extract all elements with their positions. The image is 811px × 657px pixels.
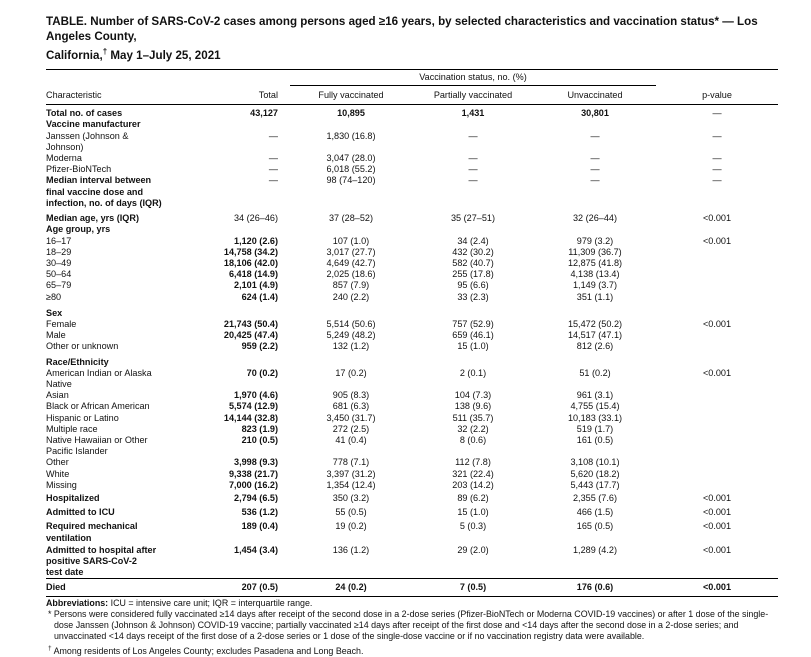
p-value-cell: —	[712, 164, 722, 175]
table-row-died	[46, 579, 778, 595]
col-total: Total	[168, 86, 290, 105]
table-row-median-interval	[46, 175, 778, 209]
p-value-cell: <0.001	[702, 213, 732, 224]
title-line-2	[46, 44, 793, 63]
row-label: 30–49	[46, 257, 72, 268]
fully-vaccinated-cell: 905 (8.3)	[332, 390, 370, 401]
p-value-cell	[656, 258, 778, 269]
table-row-white	[46, 469, 778, 480]
unvaccinated-cell: 51 (0.2)	[579, 367, 611, 378]
total-cell: 1,454 (3.4)	[234, 544, 278, 555]
table-row-female	[46, 319, 778, 330]
table-row-hospitalized	[46, 491, 778, 504]
unvaccinated-cell: 14,517 (47.1)	[567, 330, 623, 341]
total-cell: —	[268, 175, 278, 186]
row-label: ≥80	[46, 291, 62, 302]
p-value-cell	[656, 330, 778, 341]
abbreviations-text: ICU = intensive care unit; IQR = interquartile range.	[108, 597, 313, 608]
group-label: Sex	[46, 307, 63, 318]
unvaccinated-cell: 5,443 (17.7)	[570, 479, 620, 490]
row-label: Other	[46, 457, 69, 468]
row-label: 16–17	[46, 235, 72, 246]
row-label: 50–64	[46, 269, 72, 280]
table-row-other-race	[46, 457, 778, 468]
row-label: Black or African American	[46, 401, 150, 412]
fully-vaccinated-cell: 4,649 (42.7)	[326, 257, 376, 268]
table-row-black	[46, 401, 778, 412]
fully-vaccinated-cell: 272 (2.5)	[332, 423, 370, 434]
total-cell: 70 (0.2)	[246, 367, 278, 378]
total-cell: 210 (0.5)	[241, 434, 278, 445]
fully-vaccinated-cell: 10,895	[337, 108, 365, 119]
p-value-cell: <0.001	[702, 318, 732, 329]
unvaccinated-cell: 519 (1.7)	[576, 423, 614, 434]
p-value-cell	[656, 435, 778, 457]
group-label: Vaccine manufacturer	[46, 119, 141, 130]
total-cell: 207 (0.5)	[241, 582, 278, 593]
table-row-age-30-49	[46, 258, 778, 269]
p-value-cell	[656, 269, 778, 280]
p-value-cell: <0.001	[702, 235, 732, 246]
table-row-total-cases	[46, 105, 778, 120]
table-row-ventilation	[46, 518, 778, 543]
row-label-line-2: infection, no. of days (IQR)	[46, 197, 162, 208]
p-value-cell	[656, 413, 778, 424]
fully-vaccinated-cell: 37 (28–52)	[329, 213, 373, 224]
row-label: Hospitalized	[46, 492, 100, 503]
fully-vaccinated-cell: 2,025 (18.6)	[326, 269, 376, 280]
table-row-admitted-after	[46, 544, 778, 579]
unvaccinated-cell: 165 (0.5)	[576, 521, 614, 532]
total-cell: 20,425 (47.4)	[223, 330, 278, 341]
title-line-1: TABLE. Number of SARS-CoV-2 cases among persons aged ≥16 years, by selected characteristics and vaccination status* — Los Angeles County,	[46, 15, 758, 43]
row-label: Asian	[46, 390, 69, 401]
partially-vaccinated-cell: 33 (2.3)	[457, 291, 489, 302]
partially-vaccinated-cell: 138 (9.6)	[454, 401, 492, 412]
partially-vaccinated-cell: —	[468, 153, 478, 164]
fully-vaccinated-cell: 350 (3.2)	[332, 492, 370, 503]
unvaccinated-cell: 10,183 (33.1)	[567, 412, 623, 423]
total-cell: 536 (1.2)	[241, 507, 278, 518]
table-row-icu	[46, 504, 778, 518]
dagger-mark: †	[48, 644, 52, 652]
p-value-cell: <0.001	[702, 507, 732, 518]
p-value-cell	[656, 341, 778, 352]
fully-vaccinated-cell: 41 (0.4)	[335, 434, 367, 445]
group-label: Race/Ethnicity	[46, 356, 109, 367]
total-cell: 7,000 (16.2)	[228, 479, 278, 490]
unvaccinated-cell: 961 (3.1)	[576, 390, 614, 401]
total-cell: 5,574 (12.9)	[228, 401, 278, 412]
row-label: Moderna	[46, 153, 82, 164]
fully-vaccinated-cell: 136 (1.2)	[332, 544, 370, 555]
row-label: Male	[46, 330, 66, 341]
p-value-cell	[656, 457, 778, 468]
partially-vaccinated-cell: —	[468, 175, 478, 186]
partially-vaccinated-cell: 203 (14.2)	[452, 479, 494, 490]
fully-vaccinated-cell: 98 (74–120)	[326, 175, 376, 186]
asterisk-text: Persons were considered fully vaccinated ≥14 days after receipt of the second dose in a 2-dose series (Pfizer-BioNTech or Moderna COVID-19 vaccines) or after 1 dose of the single-dose Janssen (Johnson & Johnson) COVID-19 vaccine; partially vaccinated ≥14 days after receipt of the first dose and <14 days after the second dose in a 2-dose series; and unvaccinated <14 days receipt of the first dose of a 2-dose series or 1 dose of the single-dose vaccine or if no vaccination registry data were available.	[51, 608, 769, 642]
unvaccinated-cell: 4,755 (15.4)	[570, 401, 620, 412]
partially-vaccinated-cell: 7 (0.5)	[459, 582, 487, 593]
row-label: Died	[46, 582, 66, 593]
partially-vaccinated-cell: 321 (22.4)	[452, 468, 494, 479]
row-label: White	[46, 468, 70, 479]
fully-vaccinated-cell: 240 (2.2)	[332, 291, 370, 302]
total-cell: —	[268, 130, 278, 141]
p-value-cell	[656, 424, 778, 435]
row-label: Female	[46, 318, 77, 329]
unvaccinated-cell: 1,289 (4.2)	[573, 544, 617, 555]
row-label: Pfizer-BioNTech	[46, 164, 112, 175]
table-row-multiple	[46, 424, 778, 435]
unvaccinated-cell: 3,108 (10.1)	[570, 457, 620, 468]
unvaccinated-cell: 11,309 (36.7)	[568, 246, 622, 257]
partially-vaccinated-cell: —	[468, 164, 478, 175]
total-cell: —	[268, 164, 278, 175]
p-value-cell	[656, 247, 778, 258]
partially-vaccinated-cell: 112 (7.8)	[455, 457, 491, 468]
partially-vaccinated-cell: 757 (52.9)	[452, 318, 494, 329]
table-row-other-sex	[46, 341, 778, 352]
fully-vaccinated-cell: 132 (1.2)	[332, 341, 370, 352]
row-label: Total no. of cases	[46, 108, 123, 119]
unvaccinated-cell: 2,355 (7.6)	[573, 492, 617, 503]
row-label: Multiple race	[46, 423, 98, 434]
partially-vaccinated-cell: 659 (46.1)	[452, 330, 494, 341]
col-fully-vaccinated: Fully vaccinated	[290, 86, 412, 105]
asterisk-mark: *	[48, 608, 52, 619]
unvaccinated-cell: 15,472 (50.2)	[567, 318, 623, 329]
total-cell: 624 (1.4)	[241, 291, 278, 302]
fully-vaccinated-cell: 857 (7.9)	[332, 280, 370, 291]
row-label: Other or unknown	[46, 341, 119, 352]
unvaccinated-cell: 979 (3.2)	[576, 235, 614, 246]
col-unvaccinated: Unvaccinated	[534, 86, 656, 105]
abbreviations-label: Abbreviations:	[46, 597, 109, 608]
unvaccinated-cell: 1,149 (3.7)	[573, 280, 617, 291]
col-partially-vaccinated: Partially vaccinated	[412, 86, 534, 105]
unvaccinated-cell: 466 (1.5)	[576, 507, 614, 518]
p-value-cell: —	[712, 175, 722, 186]
total-cell: 2,794 (6.5)	[234, 492, 278, 503]
row-label-line-1: Admitted to hospital after positive SARS-CoV-2	[46, 544, 157, 566]
footnote-abbreviations	[46, 596, 778, 609]
fully-vaccinated-cell: 3,450 (31.7)	[326, 412, 376, 423]
table-row-male	[46, 330, 778, 341]
unvaccinated-cell: 5,620 (18.2)	[570, 468, 620, 479]
total-cell: 189 (0.4)	[241, 521, 278, 532]
partially-vaccinated-cell: 29 (2.0)	[457, 544, 489, 555]
partially-vaccinated-cell: 432 (30.2)	[452, 246, 494, 257]
partially-vaccinated-cell: 95 (6.6)	[457, 280, 489, 291]
fully-vaccinated-cell: 1,830 (16.8)	[326, 130, 376, 141]
table-row-sex	[46, 303, 778, 319]
total-cell: 1,120 (2.6)	[234, 235, 278, 246]
p-value-cell	[656, 480, 778, 491]
row-label: Median age, yrs (IQR)	[46, 213, 139, 224]
p-value-cell	[656, 401, 778, 412]
row-label: Admitted to ICU	[46, 507, 115, 518]
total-cell: 823 (1.9)	[241, 423, 278, 434]
unvaccinated-cell: 4,138 (13.4)	[570, 269, 620, 280]
unvaccinated-cell: —	[590, 164, 600, 175]
fully-vaccinated-cell: 5,249 (48.2)	[326, 330, 376, 341]
vaccination-status-header: Vaccination status, no. (%)	[290, 70, 656, 86]
p-value-cell: —	[712, 108, 722, 119]
row-label-line-2: test date	[46, 567, 84, 578]
total-cell: 34 (26–46)	[234, 213, 278, 224]
p-value-cell: <0.001	[702, 582, 732, 593]
fully-vaccinated-cell: 778 (7.1)	[332, 457, 370, 468]
table-row-nhopi	[46, 435, 778, 457]
vaccination-status-header-row	[46, 70, 778, 86]
table-row-age-group	[46, 224, 778, 235]
unvaccinated-cell: 351 (1.1)	[576, 291, 614, 302]
p-value-cell: —	[712, 130, 722, 141]
total-cell: 14,144 (32.8)	[223, 412, 278, 423]
row-label: 65–79	[46, 280, 72, 291]
fully-vaccinated-cell: 19 (0.2)	[335, 521, 367, 532]
total-cell: 6,418 (14.9)	[228, 269, 278, 280]
partially-vaccinated-cell: 35 (27–51)	[451, 213, 495, 224]
partially-vaccinated-cell: 8 (0.6)	[459, 434, 487, 445]
p-value-cell	[656, 280, 778, 291]
table-row-pfizer	[46, 164, 778, 175]
total-cell: 21,743 (50.4)	[223, 318, 278, 329]
table-row-age-50-64	[46, 269, 778, 280]
title-date-range: May 1–July 25, 2021	[107, 48, 221, 62]
partially-vaccinated-cell: 15 (1.0)	[457, 507, 489, 518]
partially-vaccinated-cell: 1,431	[461, 108, 485, 119]
table-row-vaccine-manufacturer	[46, 119, 778, 130]
table-row-age-18-29	[46, 247, 778, 258]
title-dagger-mark: †	[102, 47, 108, 56]
footnote-asterisk	[46, 609, 778, 643]
unvaccinated-cell: —	[590, 130, 600, 141]
row-label-line-1: Median interval between final vaccine dose and	[46, 175, 152, 197]
row-label	[46, 544, 168, 579]
fully-vaccinated-cell: 55 (0.5)	[335, 507, 367, 518]
p-value-cell: <0.001	[702, 544, 732, 555]
table-row-hispanic	[46, 413, 778, 424]
p-value-cell: <0.001	[702, 492, 732, 503]
partially-vaccinated-cell: 15 (1.0)	[457, 341, 489, 352]
total-cell: 9,338 (21.7)	[228, 468, 278, 479]
table-row-aian	[46, 368, 778, 390]
fully-vaccinated-cell: 17 (0.2)	[335, 367, 367, 378]
p-value-cell: <0.001	[702, 521, 732, 532]
table-row-race	[46, 353, 778, 368]
unvaccinated-cell: —	[590, 175, 600, 186]
unvaccinated-cell: 161 (0.5)	[576, 434, 614, 445]
table-row-janssen	[46, 131, 778, 153]
row-label: Native Hawaiian or Other Pacific Islander	[46, 434, 148, 457]
total-cell: 2,101 (4.9)	[234, 280, 278, 291]
table-row-age-65-79	[46, 280, 778, 291]
p-value-cell: —	[712, 153, 722, 164]
table-row-age-80	[46, 292, 778, 303]
unvaccinated-cell: —	[590, 153, 600, 164]
partially-vaccinated-cell: 32 (2.2)	[457, 423, 489, 434]
table-row-age-16-17	[46, 236, 778, 247]
partially-vaccinated-cell: 511 (35.7)	[452, 412, 494, 423]
unvaccinated-cell: 32 (26–44)	[573, 213, 617, 224]
col-p-value: p-value	[656, 86, 778, 105]
fully-vaccinated-cell: 3,397 (31.2)	[326, 468, 376, 479]
total-cell: —	[268, 153, 278, 164]
group-label: Age group, yrs	[46, 224, 111, 235]
row-label: Required mechanical ventilation	[46, 521, 138, 543]
data-table	[46, 69, 778, 596]
partially-vaccinated-cell: 89 (6.2)	[457, 492, 489, 503]
fully-vaccinated-cell: 3,047 (28.0)	[326, 153, 376, 164]
unvaccinated-cell: 12,875 (41.8)	[567, 257, 623, 268]
total-cell: 43,127	[250, 108, 278, 119]
partially-vaccinated-cell: —	[468, 130, 478, 141]
partially-vaccinated-cell: 34 (2.4)	[457, 235, 489, 246]
table-row-moderna	[46, 153, 778, 164]
fully-vaccinated-cell: 681 (6.3)	[332, 401, 370, 412]
total-cell: 14,758 (34.2)	[223, 246, 278, 257]
footnotes	[46, 596, 778, 657]
fully-vaccinated-cell: 6,018 (55.2)	[326, 164, 376, 175]
partially-vaccinated-cell: 255 (17.8)	[452, 269, 494, 280]
unvaccinated-cell: 30,801	[581, 108, 609, 119]
partially-vaccinated-cell: 582 (40.7)	[452, 257, 494, 268]
fully-vaccinated-cell: 5,514 (50.6)	[326, 318, 376, 329]
row-label	[46, 175, 168, 209]
total-cell: 18,106 (42.0)	[223, 257, 278, 268]
column-header-row	[46, 86, 778, 105]
dagger-text: Among residents of Los Angeles County; excludes Pasadena and Long Beach.	[51, 645, 364, 656]
table-row-missing	[46, 480, 778, 491]
fully-vaccinated-cell: 24 (0.2)	[335, 582, 367, 593]
unvaccinated-cell: 176 (0.6)	[576, 582, 614, 593]
partially-vaccinated-cell: 5 (0.3)	[459, 521, 487, 532]
p-value-cell	[656, 390, 778, 401]
partially-vaccinated-cell: 2 (0.1)	[459, 367, 487, 378]
row-label: Janssen (Johnson & Johnson)	[46, 130, 129, 152]
table-row-median-age	[46, 209, 778, 224]
p-value-cell: <0.001	[702, 367, 732, 378]
total-cell: 3,998 (9.3)	[234, 457, 278, 468]
total-cell: 959 (2.2)	[241, 341, 278, 352]
p-value-cell	[656, 469, 778, 480]
title-line-2-text: California,	[46, 48, 103, 62]
p-value-cell	[656, 292, 778, 303]
row-label: Missing	[46, 479, 77, 490]
partially-vaccinated-cell: 104 (7.3)	[454, 390, 492, 401]
table-title	[46, 14, 793, 63]
fully-vaccinated-cell: 1,354 (12.4)	[326, 479, 376, 490]
fully-vaccinated-cell: 107 (1.0)	[332, 235, 370, 246]
table-row-asian	[46, 390, 778, 401]
row-label: 18–29	[46, 246, 72, 257]
fully-vaccinated-cell: 3,017 (27.7)	[326, 246, 376, 257]
unvaccinated-cell: 812 (2.6)	[576, 341, 614, 352]
row-label: American Indian or Alaska Native	[46, 367, 152, 389]
total-cell: 1,970 (4.6)	[234, 390, 278, 401]
row-label: Hispanic or Latino	[46, 412, 119, 423]
col-characteristic: Characteristic	[46, 86, 168, 105]
